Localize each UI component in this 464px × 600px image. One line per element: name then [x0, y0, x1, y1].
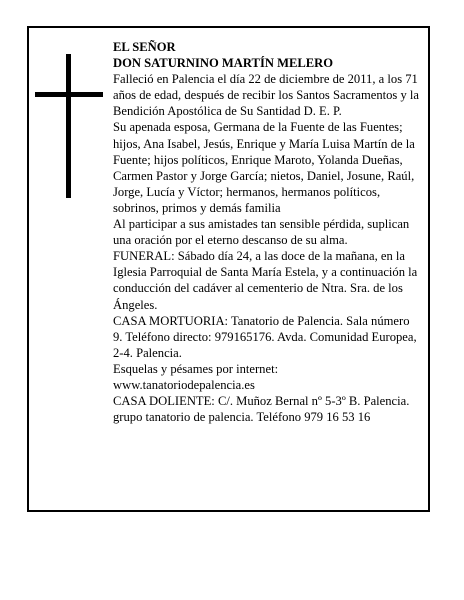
family-list: Su apenada esposa, Germana de la Fuente de las Fuentes; hijos, Ana Isabel, Jesús, Enrique y María Luisa Martín de la Fuente; hijos políticos, Enrique Maroto, Yolanda Dueñas, Carmen Pastor y Jorge García; nietos, Daniel, Josune, Raúl, Jorge, Lucía y Víctor; hermanos, hermanos políticos, sobrinos, primos y demás familia — [113, 120, 415, 215]
funeral-group-contact: grupo tanatorio de palencia. Teléfono 979 16 53 16 — [113, 410, 371, 425]
funeral-home-info: CASA MORTUORIA: Tanatorio de Palencia. Sala número 9. Teléfono directo: 979165176. Avda. Comunidad Europea, 2-4. Palencia. — [113, 313, 417, 360]
obituary-text — [113, 39, 421, 425]
death-announcement: Falleció en Palencia el día 22 de diciembre de 2011, a los 71 años de edad, después de recibir los Santos Sacramentos y la Bendición Apostólica de Su Santidad D. E. P. — [113, 72, 420, 119]
cross-vertical-bar — [66, 54, 71, 198]
family-home-address: CASA DOLIENTE: C/. Muñoz Bernal nº 5-3º B. Palencia. — [113, 394, 410, 409]
cross-horizontal-bar — [35, 92, 103, 97]
deceased-name: DON SATURNINO MARTÍN MELERO — [113, 56, 334, 71]
online-condolences: Esquelas y pésames por internet: www.tanatoriodepalencia.es — [113, 361, 279, 392]
latin-cross-icon — [35, 54, 103, 198]
funeral-info: FUNERAL: Sábado día 24, a las doce de la mañana, en la Iglesia Parroquial de Santa María Estela, y a continuación la conducción del cadáver al cementerio de Ntra. Sra. de los Ángeles. — [113, 249, 418, 312]
prayer-request: Al participar a sus amistades tan sensible pérdida, suplican una oración por el eterno descanso de su alma. — [113, 217, 410, 248]
obituary-title-line-1: EL SEÑOR — [113, 40, 176, 54]
